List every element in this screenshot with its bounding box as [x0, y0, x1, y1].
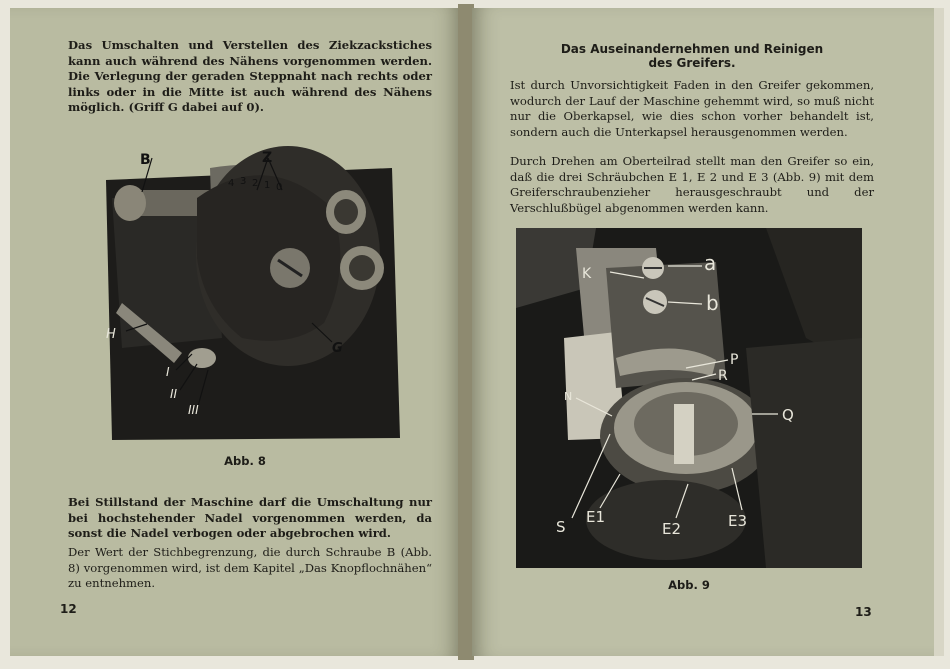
label-z: Z: [262, 150, 273, 166]
dial-4: 4: [228, 178, 235, 189]
left-paragraph-3: Der Wert der Stichbegrenzung, die durch Schraube B (Abb. 8) vorgenommen wird, ist dem Kapitel „Das Knopflochnähen“ zu entnehmen.: [68, 545, 432, 591]
right-paragraph-2: Durch Drehen am Oberteilrad stellt man den Greifer so ein, daß die drei Schräubchen E 1, E 2 und E 3 (Abb. 9) mit dem Greiferschraubenzieher herausgeschraubt und der Verschlußbügel abgenommen werden kann.: [510, 154, 874, 215]
caption-abb-8: Abb. 8: [224, 454, 266, 468]
right-paragraph-1: Ist durch Unvorsichtigkeit Faden in den Greifer gekommen, wodurch der Lauf der Maschine gehemmt wird, so muß nicht nur die Oberkapsel, wie dies schon vorher behandelt ist, sondern auch die Unterkapsel herausgenommen werden.: [510, 78, 874, 139]
label-e3: E3: [728, 512, 748, 530]
left-paragraph-1: Das Umschalten und Verstellen des Ziekzackstiches kann auch während des Nähens vorgenommen werden. Die Verlegung der geraden Steppnaht nach rechts oder links oder in die Mitte ist auch während des Nähens möglich. (Griff G dabei auf 0).: [68, 38, 432, 115]
figure-9-illustration: [516, 228, 862, 568]
book-edge: [934, 8, 944, 656]
label-b: B: [140, 152, 151, 168]
heading-line-1: Das Auseinandernehmen und Reinigen: [560, 42, 824, 56]
dial-3: 3: [240, 176, 247, 187]
label-q: Q: [782, 406, 794, 424]
dial-0: 0: [276, 182, 283, 193]
dial-1: 1: [264, 180, 271, 191]
label-ii: II: [170, 387, 178, 401]
figure-abb-9: [516, 228, 862, 568]
label-g: G: [332, 341, 343, 356]
label-p: P: [730, 352, 739, 368]
label-k: K: [582, 266, 592, 282]
figure-abb-8: [92, 138, 410, 444]
left-paragraph-2: Bei Stillstand der Maschine darf die Umschaltung nur bei hochstehender Nadel vorgenommen werden, da sonst die Nadel verbogen oder abgebrochen wird.: [68, 495, 432, 541]
label-b-right: b: [706, 291, 719, 315]
label-r: R: [718, 368, 728, 384]
label-s: S: [556, 518, 566, 536]
label-iii: III: [188, 403, 199, 417]
dial-2: 2: [252, 178, 259, 189]
right-page: [472, 8, 934, 656]
page-number-right: 13: [855, 605, 872, 619]
heading-line-2: des Greifers.: [648, 56, 736, 70]
label-i: I: [166, 365, 170, 379]
caption-abb-9: Abb. 9: [668, 578, 710, 592]
figure-8-illustration: [92, 138, 410, 444]
left-page: [10, 8, 460, 656]
label-e2: E2: [662, 520, 682, 538]
label-a: a: [704, 251, 717, 275]
page-number-left: 12: [60, 602, 77, 616]
label-h: H: [106, 327, 116, 342]
label-e1: E1: [586, 508, 606, 526]
label-n: N: [564, 390, 573, 403]
